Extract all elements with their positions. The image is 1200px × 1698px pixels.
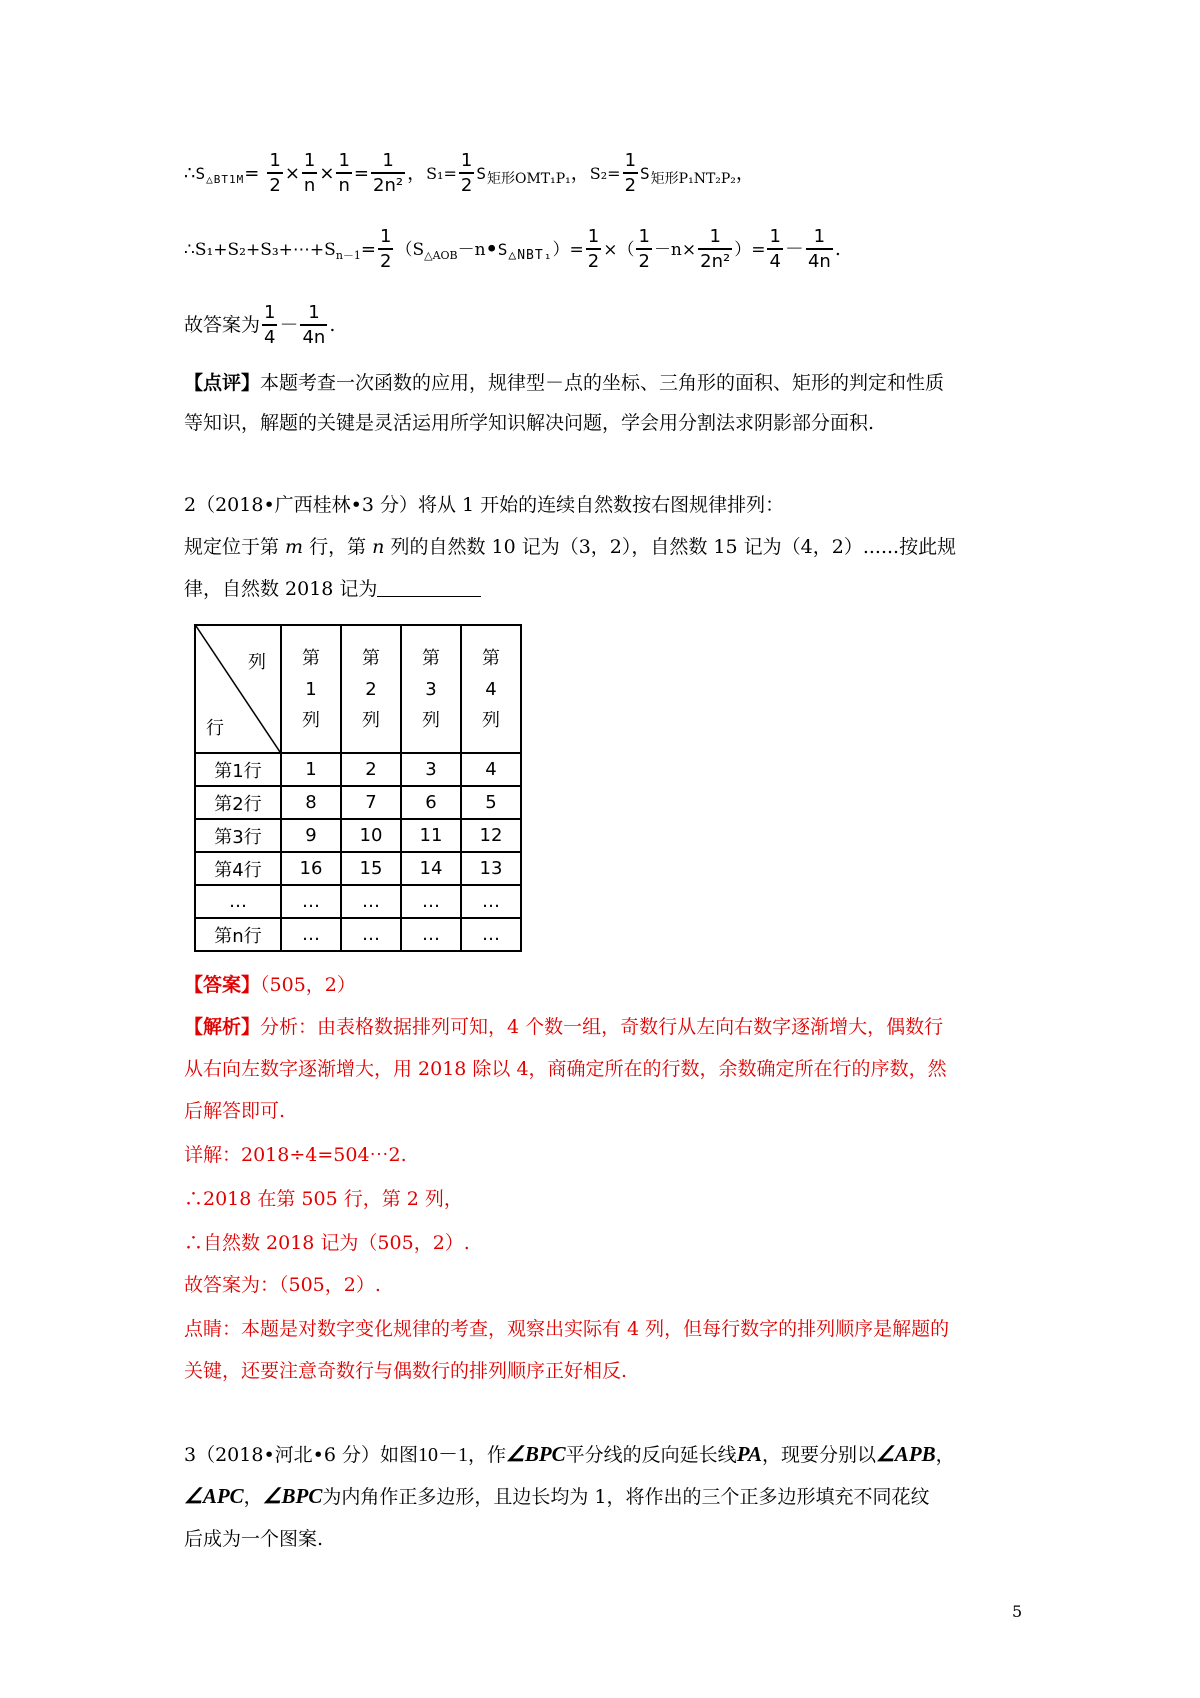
q3-line-1: 3（2018•河北•6 分）如图10－1，作∠BPC平分线的反向延长线PA，现要分别以∠APB， [184,1442,955,1466]
q3-line-3: 后成为一个图案. [184,1528,324,1550]
fraction: $\frac{1}{4n}$ [302,302,326,348]
table-header-col-4: 第 4 列 [461,625,521,753]
table-cell: 1 [281,753,341,786]
table-cell: … [341,885,401,918]
row-label: … [195,885,281,918]
table-row [195,786,521,819]
table-cell: 6 [401,786,461,819]
q2-line-2: 规定位于第 m 行，第 n 列的自然数 10 记为（3，2），自然数 15 记为（4，2）......按此规 [184,536,957,558]
table-row [195,852,521,885]
fraction: $\frac{1}{2}$ [460,150,473,196]
table-cell: 16 [281,852,341,885]
table-header-col-2: 第 2 列 [341,625,401,753]
answer-blank [377,578,481,597]
comment-line-1: 【点评】本题考查一次函数的应用，规律型－点的坐标、三角形的面积、矩形的判定和性质 [184,372,945,394]
row-label: 第1行 [195,753,281,786]
fraction: $\frac{1}{2}$ [624,150,637,196]
analysis-final: 故答案为：（505，2）. [184,1274,381,1296]
table-cell: 11 [401,819,461,852]
table-cell: 9 [281,819,341,852]
analysis-remark-2: 关键，还要注意奇数行与偶数行的排列顺序正好相反. [184,1360,628,1382]
fraction: $\frac{1}{n}$ [338,150,350,196]
row-label: 第3行 [195,819,281,852]
q3-line-2: ∠APC，∠BPC为内角作正多边形，且边长均为 1，将作出的三个正多边形填充不同花纹 [184,1484,930,1508]
table-cell: … [401,918,461,951]
fraction: $\frac{1}{\text{2n²}}$ [373,150,404,196]
table-header-col-1: 第 1 列 [281,625,341,753]
fraction: $\frac{1}{2}$ [638,226,650,272]
corner-row-label: 行 [206,718,224,739]
page-number: 5 [1012,1602,1023,1621]
fraction: $\frac{1}{2}$ [587,226,600,272]
row-label: 第4行 [195,852,281,885]
table-cell: … [401,885,461,918]
table-cell: 7 [341,786,401,819]
analysis-line-2: 从右向左数字逐渐增大，用 2018 除以 4，商确定所在的行数，余数确定所在行的序数，然 [184,1058,947,1080]
table-cell: … [461,918,521,951]
table-cell: 12 [461,819,521,852]
comment-line-2: 等知识，解题的关键是灵活运用所学知识解决问题，学会用分割法求阴影部分面积. [184,412,875,434]
analysis-remark-1: 点睛：本题是对数字变化规律的考查，观察出实际有 4 列，但每行数字的排列顺序是解题的 [184,1318,950,1340]
table-cell: … [281,918,341,951]
fraction: $\frac{1}{4}$ [769,226,781,272]
table-cell: 2 [341,753,401,786]
formula-line-2: $\therefore S_1+S_2+S_3+\cdots+S_{n-1}=$ $\frac{1}{2}$ $(S_{\triangle AOB}-n•S_{\triangle NBT_1})=$ $\frac{1}{2}$ ×（ $\frac{1}{2}$ －n× $\frac{1}{\text{2n²}}$ ）= $\frac{1}{4}$ － $\frac{1}{4n}$ . [184,226,841,272]
fraction: $\frac{1}{4n}$ [807,226,831,272]
table-cell: … [461,885,521,918]
table-cell: 8 [281,786,341,819]
row-label: 第2行 [195,786,281,819]
fraction: $\frac{1}{\text{2n²}}$ [700,226,731,272]
analysis-step-2: ∴自然数 2018 记为（505，2）. [184,1232,470,1254]
table-cell: 14 [401,852,461,885]
table-cell: 3 [401,753,461,786]
table-row [195,819,521,852]
table-corner-cell [195,625,281,753]
table-cell: 13 [461,852,521,885]
q2-line-3: 律，自然数 2018 记为 [184,574,481,601]
table-row [195,753,521,786]
fraction: $\frac{1}{4}$ [264,302,276,348]
fraction: $\frac{1}{2}$ [380,226,392,272]
number-arrangement-table [194,624,522,952]
analysis-step-1: ∴2018 在第 505 行，第 2 列， [184,1188,463,1210]
row-label: 第n行 [195,918,281,951]
analysis-detail: 详解：2018÷4=504⋯2. [184,1144,407,1166]
fraction: $\frac{1}{2}$ [269,150,281,196]
table-cell: 5 [461,786,521,819]
table-cell: 15 [341,852,401,885]
q2-line-1: 2（2018•广西桂林•3 分）将从 1 开始的连续自然数按右图规律排列： [184,494,785,516]
table-header-col-3: 第 3 列 [401,625,461,753]
table-cell: 4 [461,753,521,786]
answer-2: 【答案】（505，2） [184,974,356,996]
table-row [195,885,521,918]
table-cell: … [281,885,341,918]
table-row [195,918,521,951]
corner-column-label: 列 [248,652,266,673]
table-cell: 10 [341,819,401,852]
analysis-line-1: 【解析】分析：由表格数据排列可知，4 个数一组，奇数行从左向右数字逐渐增大，偶数行 [184,1016,944,1038]
table-cell: … [341,918,401,951]
fraction: $\frac{1}{n}$ [303,150,316,196]
answer-line: 故答案为 $\frac{1}{4}$ － $\frac{1}{4n}$ . [184,302,336,348]
analysis-line-3: 后解答即可. [184,1100,286,1122]
formula-line-1: $\therefore S_{\triangle BT1M}=$ $\frac{1}{2}$ × $\frac{1}{n}$ × $\frac{1}{n}$ = $\frac{1}{\text{2n²}}$ ，S₁= $\frac{1}{2}$ $S_{矩形OMT_1P_1}$，S₂= $\frac{1}{2}$ $S_{矩形P_1NT_2P_2}$， [184,150,755,196]
